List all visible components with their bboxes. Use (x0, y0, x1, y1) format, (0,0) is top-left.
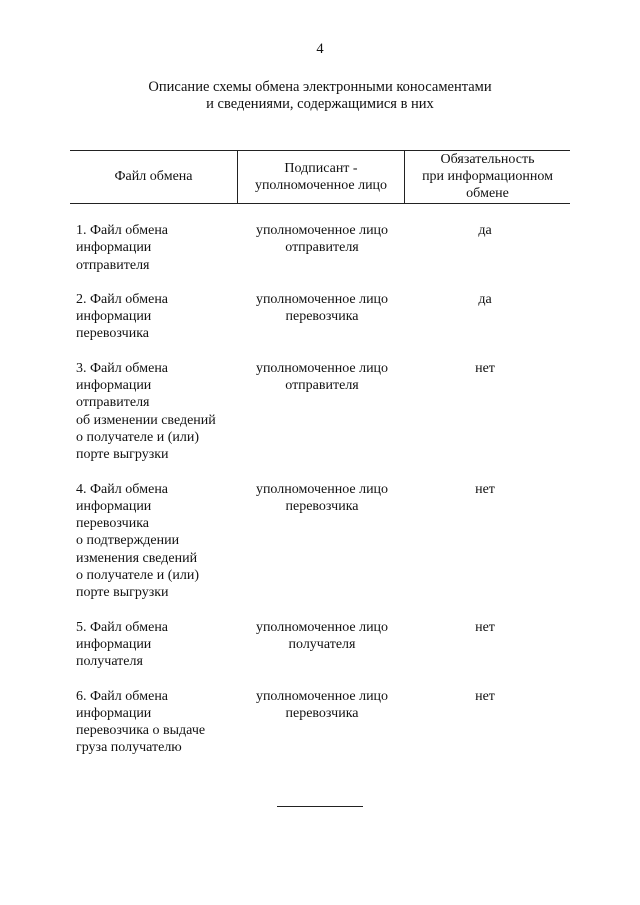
cell-required: да (478, 223, 492, 238)
header-file-label: Файл обмена (114, 169, 193, 184)
header-signer-line-2: уполномоченное лицо (254, 177, 388, 193)
end-of-document-rule (277, 806, 363, 807)
cell-file: 5. Файл обмена информации получателя (76, 619, 169, 670)
table-row (76, 688, 570, 757)
cell-file: 2. Файл обмена информации перевозчика (76, 291, 169, 342)
cell-file: 3. Файл обмена информации отправителя об изменении сведений о получателе и (или) порте выгрузки (76, 360, 216, 463)
document-title-line-1: Описание схемы обмена электронными коносаментами (148, 79, 492, 95)
cell-signer: уполномоченное лицо перевозчика (255, 481, 389, 514)
table-row (76, 291, 570, 343)
document-title (0, 79, 640, 113)
header-signer-line-1: Подписант - (284, 160, 358, 176)
cell-signer: уполномоченное лицо отправителя (255, 223, 389, 256)
table-body (76, 222, 570, 774)
cell-signer: уполномоченное лицо отправителя (255, 360, 389, 394)
table-row (76, 222, 570, 274)
table-row (76, 360, 570, 464)
cell-required: нет (475, 360, 495, 376)
header-file (70, 150, 237, 203)
cell-required: нет (475, 481, 495, 497)
table-row (76, 619, 570, 671)
header-required-line-2: при информационном (422, 169, 553, 184)
cell-file: 1. Файл обмена информации отправителя (76, 223, 169, 273)
cell-signer: уполномоченное лицо перевозчика (255, 688, 389, 721)
cell-file: 6. Файл обмена информации перевозчика о выдаче груза получателю (76, 688, 206, 756)
cell-file: 4. Файл обмена информации перевозчика о подтверждении изменения сведений о получателе и (или) порте выгрузки (76, 481, 200, 601)
document-title-line-2: и сведениями, содержащимися в них (206, 96, 434, 112)
cell-required: да (478, 291, 492, 307)
page-number: 4 (316, 41, 324, 57)
header-required-line-3: обмене (466, 186, 509, 201)
cell-signer: уполномоченное лицо перевозчика (255, 291, 389, 325)
table-header (70, 150, 570, 204)
header-signer (237, 150, 404, 203)
table-row (76, 481, 570, 602)
header-required-line-1: Обязательность (440, 152, 535, 167)
cell-required: нет (475, 619, 495, 635)
cell-signer: уполномоченное лицо получателя (255, 619, 389, 652)
header-required (404, 150, 570, 203)
cell-required: нет (475, 688, 495, 704)
